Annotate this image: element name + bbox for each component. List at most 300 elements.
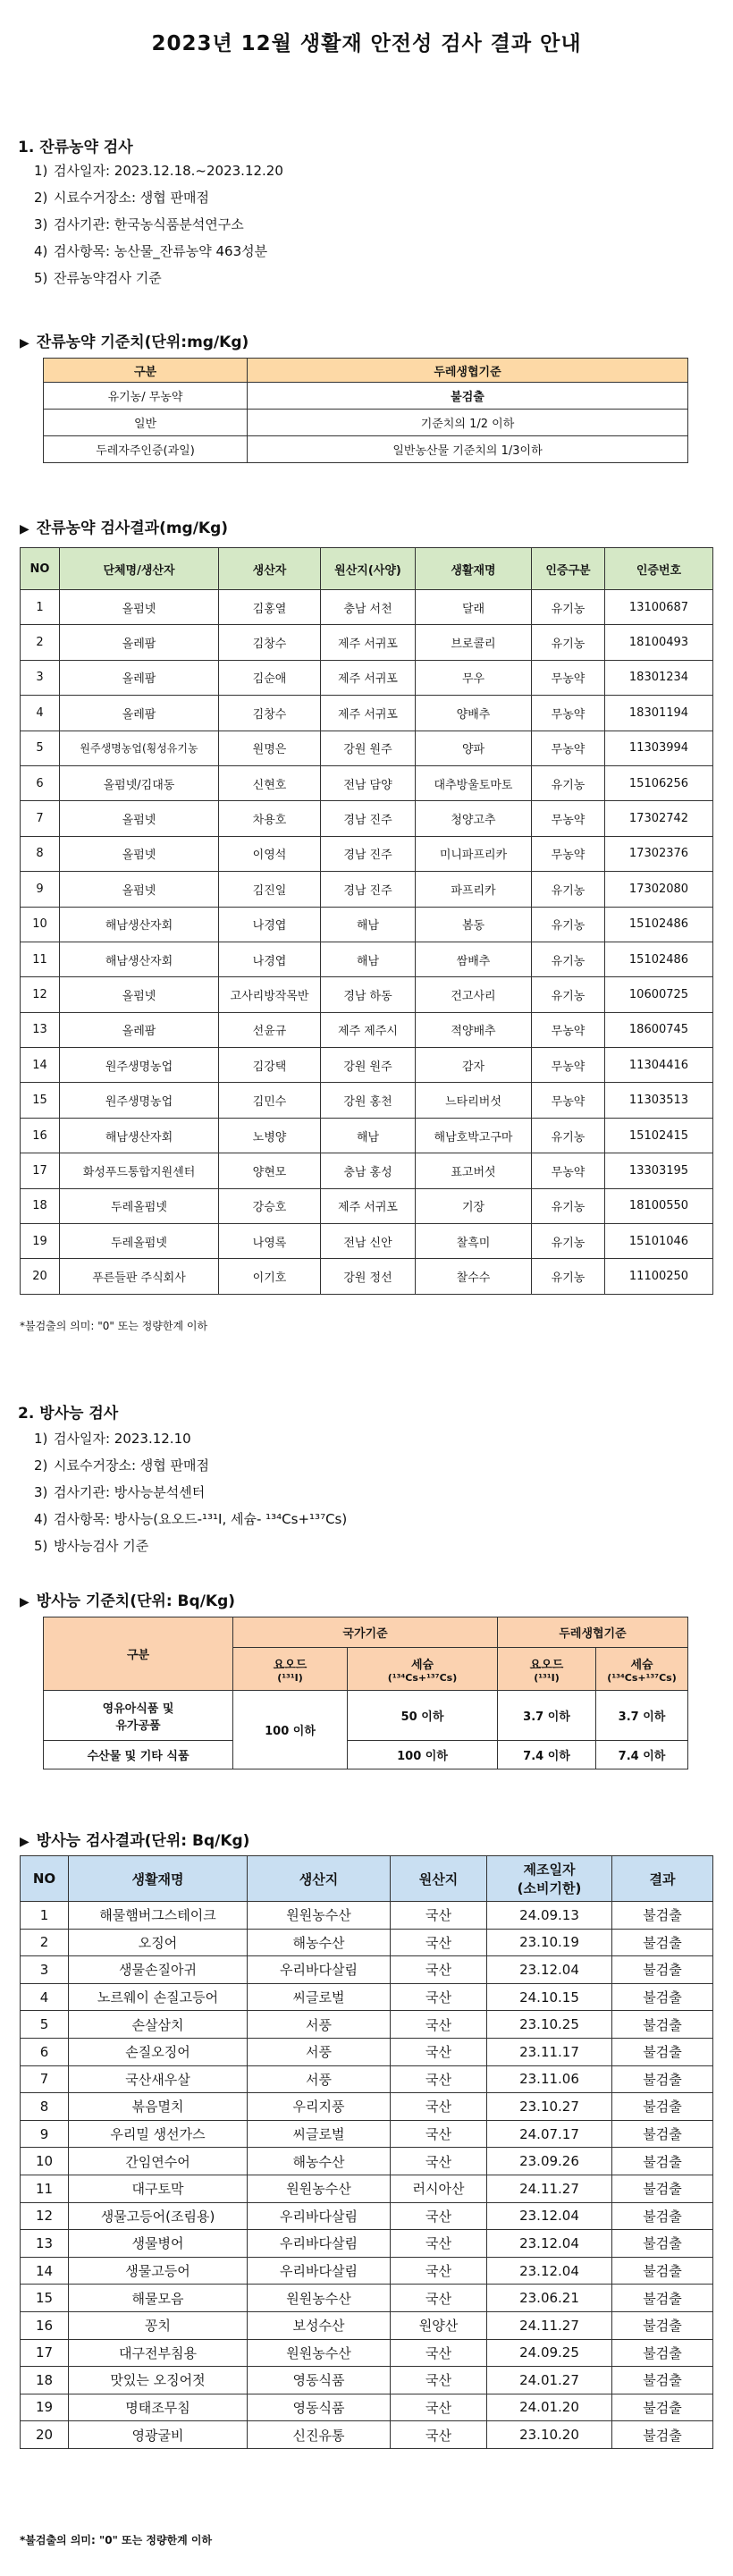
table-cell: 양현모 (219, 1153, 321, 1188)
table-cell: 유기농 (532, 765, 605, 800)
table-row (21, 1956, 713, 1984)
triangle-right-icon: ▶ (20, 336, 29, 351)
table-cell: 해남 (321, 942, 416, 976)
table-cell: 원원농수산 (248, 2285, 391, 2312)
table-cell: 강원 홍천 (321, 1083, 416, 1118)
table-cell: 23.10.27 (487, 2093, 612, 2121)
table-row (21, 2038, 713, 2065)
table-row (21, 590, 713, 625)
table-cell: 1 (21, 590, 60, 625)
table-cell: 김창수 (219, 696, 321, 731)
table-cell: 불검출 (612, 2257, 713, 2285)
info-item-number: 3) (34, 1484, 48, 1500)
table-cell: 유기농 (532, 1188, 605, 1223)
table-cell: 전남 담양 (321, 765, 416, 800)
info-item-text: 방사능검사 기준 (54, 1538, 149, 1554)
table-row (21, 2311, 713, 2339)
table-cell: 14 (21, 1048, 60, 1083)
table-cell: 손살삼치 (69, 2011, 248, 2039)
table-cell: 일반농산물 기준치의 1/3이하 (248, 436, 688, 463)
table-cell: 5 (21, 2011, 69, 2039)
table-cell: 국산 (391, 2285, 487, 2312)
info-item-text: 검사일자: 2023.12.10 (54, 1431, 191, 1447)
table-cell: 이기호 (219, 1259, 321, 1294)
radiation-standard-heading: ▶ 방사능 기준치(단위: Bq/Kg) (20, 1592, 236, 1610)
info-item-text: 잔류농약검사 기준 (54, 270, 162, 286)
table-cell: 원원농수산 (248, 2175, 391, 2202)
table-cell: 17302376 (605, 836, 713, 871)
table-cell: 19 (21, 2394, 69, 2421)
header-cell: 단체명/생산자 (60, 548, 219, 590)
table-row (44, 436, 688, 463)
table-row (21, 2285, 713, 2312)
table-row (21, 1153, 713, 1188)
table-cell: 원주생명농업 (60, 1048, 219, 1083)
table-cell: 감자 (416, 1048, 532, 1083)
table-cell: 제주 서귀포 (321, 625, 416, 660)
table-row (21, 872, 713, 907)
table-cell: 표고버섯 (416, 1153, 532, 1188)
info-item (34, 1452, 347, 1479)
table-cell: 원주생명농업 (60, 1083, 219, 1118)
info-item (34, 1533, 347, 1559)
table-cell: 노르웨이 손질고등어 (69, 1983, 248, 2011)
table-cell: 영유아식품 및 유가공품 (44, 1691, 233, 1741)
table-row (21, 2065, 713, 2093)
table-cell: 충남 서천 (321, 590, 416, 625)
table-cell: 17 (21, 2339, 69, 2367)
table-cell: 김창수 (219, 625, 321, 660)
table-cell: 15106256 (605, 765, 713, 800)
table-cell: 2 (21, 1929, 69, 1956)
table-cell: 23.10.20 (487, 2421, 612, 2449)
table-cell: 적양배추 (416, 1012, 532, 1047)
table-cell: 대구전부침용 (69, 2339, 248, 2367)
table-cell: 불검출 (612, 2230, 713, 2258)
table-cell: 영동식품 (248, 2367, 391, 2394)
table-cell: 달래 (416, 590, 532, 625)
table-cell: 100 이하 (348, 1741, 498, 1769)
table-cell: 불검출 (612, 2065, 713, 2093)
table-cell: 영광굴비 (69, 2421, 248, 2449)
table-cell: 10600725 (605, 977, 713, 1012)
table-cell: 두레올펌넷 (60, 1188, 219, 1223)
table-cell: 23.09.26 (487, 2148, 612, 2175)
info-item-text: 검사항목: 농산물_잔류농약 463성분 (54, 243, 268, 259)
table-row (21, 2093, 713, 2121)
table-cell: 15101046 (605, 1224, 713, 1259)
table-cell: 국산 (391, 2120, 487, 2148)
table-cell: 무농약 (532, 801, 605, 836)
table-row (21, 2339, 713, 2367)
table-cell: 국산 (391, 2065, 487, 2093)
table-cell: 유기농 (532, 907, 605, 942)
info-item-number: 5) (34, 270, 48, 286)
table-cell: 김순애 (219, 660, 321, 695)
table-cell: 16 (21, 2311, 69, 2339)
table-cell: 불검출 (612, 1983, 713, 2011)
table-cell: 15102415 (605, 1118, 713, 1153)
info-item (34, 238, 283, 265)
table-cell: 24.10.15 (487, 1983, 612, 2011)
table-row (21, 1983, 713, 2011)
table-cell: 우리바다살림 (248, 2257, 391, 2285)
table-row (21, 1083, 713, 1118)
table-cell: 찰흑미 (416, 1224, 532, 1259)
table-cell: 불검출 (612, 2011, 713, 2039)
table-cell: 불검출 (612, 1956, 713, 1984)
table-cell: 3 (21, 660, 60, 695)
table-cell: 유기농 (532, 872, 605, 907)
section1-heading: 1. 잔류농약 검사 (18, 139, 133, 156)
info-item-number: 1) (34, 1431, 48, 1447)
table-cell: 23.10.19 (487, 1929, 612, 1956)
table-cell: 국산 (391, 2421, 487, 2449)
table-cell: 씨글로벌 (248, 1983, 391, 2011)
table-cell: 원명은 (219, 731, 321, 765)
table-row (21, 1929, 713, 1956)
table-cell: 11 (21, 942, 60, 976)
table-cell: 서풍 (248, 2065, 391, 2093)
table-cell: 두레올펌넷 (60, 1224, 219, 1259)
table-cell: 4 (21, 1983, 69, 2011)
table-cell: 원주생명농업(횡성유기농 (60, 731, 219, 765)
table-cell: 불검출 (612, 2421, 713, 2449)
table-cell: 유기농 (532, 1224, 605, 1259)
table-cell: 대구토막 (69, 2175, 248, 2202)
table-cell: 해남 (321, 907, 416, 942)
table-cell: 국산 (391, 2367, 487, 2394)
table-cell: 국산 (391, 2038, 487, 2065)
info-item-text: 검사항목: 방사능(요오드-¹³¹I, 세슘- ¹³⁴Cs+¹³⁷Cs) (54, 1511, 348, 1527)
table-cell: 경남 진주 (321, 872, 416, 907)
table-cell: 23.10.25 (487, 2011, 612, 2039)
table-cell: 원양산 (391, 2311, 487, 2339)
header-cell: 요오드 (¹³¹I) (233, 1648, 348, 1691)
header-cell: 구분 (44, 359, 248, 383)
table-cell: 12 (21, 2202, 69, 2230)
table-cell: 씨글로벌 (248, 2120, 391, 2148)
header-cell: 원산지(사양) (321, 548, 416, 590)
table-cell: 푸른들판 주식회사 (60, 1259, 219, 1294)
table-row (21, 942, 713, 976)
table-cell: 올펌넷 (60, 836, 219, 871)
header-cell: 인증구분 (532, 548, 605, 590)
table-cell: 강승호 (219, 1188, 321, 1223)
table-cell: 19 (21, 1224, 60, 1259)
table-cell: 23.06.21 (487, 2285, 612, 2312)
pesticide-result-table (20, 547, 713, 1295)
table-cell: 무농약 (532, 660, 605, 695)
table-row (44, 383, 688, 410)
table-cell: 국산 (391, 1956, 487, 1984)
table-cell: 국산 (391, 2339, 487, 2367)
info-item-number: 4) (34, 1511, 48, 1527)
table-cell: 서풍 (248, 2011, 391, 2039)
table-cell: 무농약 (532, 731, 605, 765)
table-row (21, 2421, 713, 2449)
table-row (21, 1902, 713, 1930)
table-cell: 올펌넷 (60, 590, 219, 625)
table-cell: 23.11.06 (487, 2065, 612, 2093)
table-cell: 해남생산자회 (60, 942, 219, 976)
table-cell: 올레팜 (60, 1012, 219, 1047)
table-cell: 서풍 (248, 2038, 391, 2065)
table-cell: 국산 (391, 2148, 487, 2175)
table-cell: 불검출 (612, 2120, 713, 2148)
table-row (21, 1012, 713, 1047)
table-cell: 경남 진주 (321, 801, 416, 836)
header-cell: 구분 (44, 1617, 233, 1691)
table-cell: 브로콜리 (416, 625, 532, 660)
table-cell: 18301194 (605, 696, 713, 731)
table-cell: 불검출 (612, 2311, 713, 2339)
table-cell: 23.11.17 (487, 2038, 612, 2065)
table-cell: 13303195 (605, 1153, 713, 1188)
table-cell: 유기농 (532, 1259, 605, 1294)
table-cell: 불검출 (612, 2367, 713, 2394)
table-cell: 제주 서귀포 (321, 660, 416, 695)
table-cell: 18 (21, 1188, 60, 1223)
table-cell: 이영석 (219, 836, 321, 871)
table-cell: 불검출 (612, 2093, 713, 2121)
table-cell: 15 (21, 2285, 69, 2312)
pesticide-result-heading: ▶ 잔류농약 검사결과(mg/Kg) (20, 519, 229, 537)
triangle-right-icon: ▶ (20, 1835, 29, 1849)
table-cell: 신현호 (219, 765, 321, 800)
table-cell: 볶음멸치 (69, 2093, 248, 2121)
table-cell: 해남 (321, 1118, 416, 1153)
table-row (21, 2202, 713, 2230)
table-cell: 24.07.17 (487, 2120, 612, 2148)
table-cell: 국산새우살 (69, 2065, 248, 2093)
table-cell: 국산 (391, 2230, 487, 2258)
table-cell: 국산 (391, 2257, 487, 2285)
info-item (34, 184, 283, 211)
table-cell: 기장 (416, 1188, 532, 1223)
table-cell: 김홍열 (219, 590, 321, 625)
header-cell: 요오드 (¹³¹I) (498, 1648, 596, 1691)
table-cell: 양파 (416, 731, 532, 765)
table-row (21, 1259, 713, 1294)
table-cell: 미니파프리카 (416, 836, 532, 871)
table-cell: 3.7 이하 (498, 1691, 596, 1741)
table-row (21, 1048, 713, 1083)
table-cell: 3 (21, 1956, 69, 1984)
table-cell: 원원농수산 (248, 1902, 391, 1930)
table-row (21, 801, 713, 836)
table-cell: 17302742 (605, 801, 713, 836)
header-cell: 원산지 (391, 1856, 487, 1902)
table-cell: 유기농 (532, 590, 605, 625)
table-cell: 해물모음 (69, 2285, 248, 2312)
table-cell: 불검출 (612, 2175, 713, 2202)
table-cell: 18100550 (605, 1188, 713, 1223)
info-item-text: 검사기관: 방사능분석센터 (54, 1484, 206, 1500)
table-cell: 국산 (391, 2202, 487, 2230)
table-cell: 느타리버섯 (416, 1083, 532, 1118)
table-cell: 24.01.27 (487, 2367, 612, 2394)
table-cell: 불검출 (248, 383, 688, 410)
table-cell: 김민수 (219, 1083, 321, 1118)
table-cell: 충남 홍성 (321, 1153, 416, 1188)
table-cell: 불검출 (612, 2285, 713, 2312)
table-cell: 9 (21, 872, 60, 907)
table-row (44, 1617, 688, 1648)
table-cell: 제주 서귀포 (321, 696, 416, 731)
table-cell: 불검출 (612, 1929, 713, 1956)
header-cell: 생활재명 (69, 1856, 248, 1902)
table-cell: 손질오징어 (69, 2038, 248, 2065)
radiation-result-heading: ▶ 방사능 검사결과(단위: Bq/Kg) (20, 1832, 250, 1850)
table-cell: 13100687 (605, 590, 713, 625)
table-cell: 올레팜 (60, 696, 219, 731)
table-cell: 무농약 (532, 1048, 605, 1083)
table-cell: 유기농 (532, 1118, 605, 1153)
table-cell: 강원 원주 (321, 731, 416, 765)
table-cell: 11303513 (605, 1083, 713, 1118)
table-cell: 16 (21, 1118, 60, 1153)
table-cell: 11 (21, 2175, 69, 2202)
table-cell: 불검출 (612, 2202, 713, 2230)
info-item (34, 265, 283, 291)
header-cell: 세슘 (¹³⁴Cs+¹³⁷Cs) (596, 1648, 688, 1691)
table-cell: 10 (21, 2148, 69, 2175)
table-cell: 13 (21, 1012, 60, 1047)
table-cell: 맛있는 오징어젓 (69, 2367, 248, 2394)
table-cell: 나경엽 (219, 907, 321, 942)
table-cell: 올펌넷 (60, 801, 219, 836)
table-cell: 해남호박고구마 (416, 1118, 532, 1153)
table-cell: 우리바다살림 (248, 2202, 391, 2230)
table-cell: 국산 (391, 1929, 487, 1956)
table-cell: 15 (21, 1083, 60, 1118)
header-cell: 결과 (612, 1856, 713, 1902)
table-cell: 10 (21, 907, 60, 942)
table-cell: 선윤규 (219, 1012, 321, 1047)
table-cell: 4 (21, 696, 60, 731)
table-cell: 파프리카 (416, 872, 532, 907)
table-cell: 23.12.04 (487, 2230, 612, 2258)
table-row (21, 2230, 713, 2258)
pesticide-standard-table (43, 358, 688, 463)
table-cell: 해남생산자회 (60, 907, 219, 942)
table-cell: 화성푸드통합지원센터 (60, 1153, 219, 1188)
table-cell: 불검출 (612, 2038, 713, 2065)
table-row (21, 836, 713, 871)
table-row (21, 1224, 713, 1259)
table-cell: 무농약 (532, 1083, 605, 1118)
info-item-text: 검사일자: 2023.12.18.~2023.12.20 (54, 163, 283, 179)
table-cell: 국산 (391, 1902, 487, 1930)
table-cell: 국산 (391, 2093, 487, 2121)
table-cell: 생물병어 (69, 2230, 248, 2258)
table-cell: 강원 원주 (321, 1048, 416, 1083)
table-cell: 올펌넷 (60, 977, 219, 1012)
table-cell: 경남 진주 (321, 836, 416, 871)
table-row (21, 2011, 713, 2039)
table-cell: 14 (21, 2257, 69, 2285)
table-cell: 7 (21, 2065, 69, 2093)
table-cell: 15102486 (605, 942, 713, 976)
table-cell: 원원농수산 (248, 2339, 391, 2367)
pesticide-standard-heading: ▶ 잔류농약 기준치(단위:mg/Kg) (20, 334, 249, 351)
table-cell: 24.09.13 (487, 1902, 612, 1930)
table-cell: 건고사리 (416, 977, 532, 1012)
table-row (21, 731, 713, 765)
table-cell: 올펌넷 (60, 872, 219, 907)
table-cell: 15102486 (605, 907, 713, 942)
table-cell: 생물고등어(조림용) (69, 2202, 248, 2230)
table-cell: 간임연수어 (69, 2148, 248, 2175)
table-cell: 24.11.27 (487, 2311, 612, 2339)
header-cell: 인증번호 (605, 548, 713, 590)
table-cell: 18100493 (605, 625, 713, 660)
table-cell: 꽁치 (69, 2311, 248, 2339)
table-cell: 50 이하 (348, 1691, 498, 1741)
table-cell: 나경엽 (219, 942, 321, 976)
table-cell: 국산 (391, 2011, 487, 2039)
table-cell: 8 (21, 836, 60, 871)
table-cell: 20 (21, 1259, 60, 1294)
pesticide-footnote: *불검출의 의미: "0" 또는 정량한계 이하 (20, 1320, 208, 1332)
header-cell: 생산자 (219, 548, 321, 590)
table-cell: 11303994 (605, 731, 713, 765)
table-cell: 청양고추 (416, 801, 532, 836)
table-cell: 강원 정선 (321, 1259, 416, 1294)
table-cell: 신진유통 (248, 2421, 391, 2449)
table-cell: 영동식품 (248, 2394, 391, 2421)
table-cell: 12 (21, 977, 60, 1012)
table-row (21, 977, 713, 1012)
table-cell: 일반 (44, 410, 248, 436)
header-cell: 두레생협기준 (248, 359, 688, 383)
section2-info-list (34, 1425, 347, 1559)
table-cell: 무우 (416, 660, 532, 695)
table-cell: 1 (21, 1902, 69, 1930)
table-cell: 러시아산 (391, 2175, 487, 2202)
table-cell: 제주 제주시 (321, 1012, 416, 1047)
table-cell: 7.4 이하 (596, 1741, 688, 1769)
triangle-right-icon: ▶ (20, 522, 29, 536)
table-cell: 명태조무침 (69, 2394, 248, 2421)
table-row (21, 660, 713, 695)
table-cell: 7 (21, 801, 60, 836)
table-cell: 11100250 (605, 1259, 713, 1294)
table-cell: 차용호 (219, 801, 321, 836)
table-cell: 해남생산자회 (60, 1118, 219, 1153)
table-cell: 김진일 (219, 872, 321, 907)
info-item-text: 시료수거장소: 생협 판매점 (54, 190, 209, 206)
table-cell: 수산물 및 기타 식품 (44, 1741, 233, 1769)
header-cell: 세슘 (¹³⁴Cs+¹³⁷Cs) (348, 1648, 498, 1691)
radiation-footnote: *불검출의 의미: "0" 또는 정량한계 이하 (20, 2534, 213, 2546)
table-cell: 고사리방작목반 (219, 977, 321, 1012)
info-item (34, 157, 283, 184)
info-item-text: 시료수거장소: 생협 판매점 (54, 1457, 209, 1474)
header-cell: NO (21, 548, 60, 590)
table-cell: 불검출 (612, 1902, 713, 1930)
info-item (34, 1506, 347, 1533)
table-cell: 노병양 (219, 1118, 321, 1153)
table-cell: 17 (21, 1153, 60, 1188)
info-item-number: 5) (34, 1538, 48, 1554)
header-cell: 제조일자 (소비기한) (487, 1856, 612, 1902)
table-cell: 무농약 (532, 1012, 605, 1047)
table-cell: 불검출 (612, 2394, 713, 2421)
info-item-number: 3) (34, 216, 48, 232)
table-cell: 찰수수 (416, 1259, 532, 1294)
